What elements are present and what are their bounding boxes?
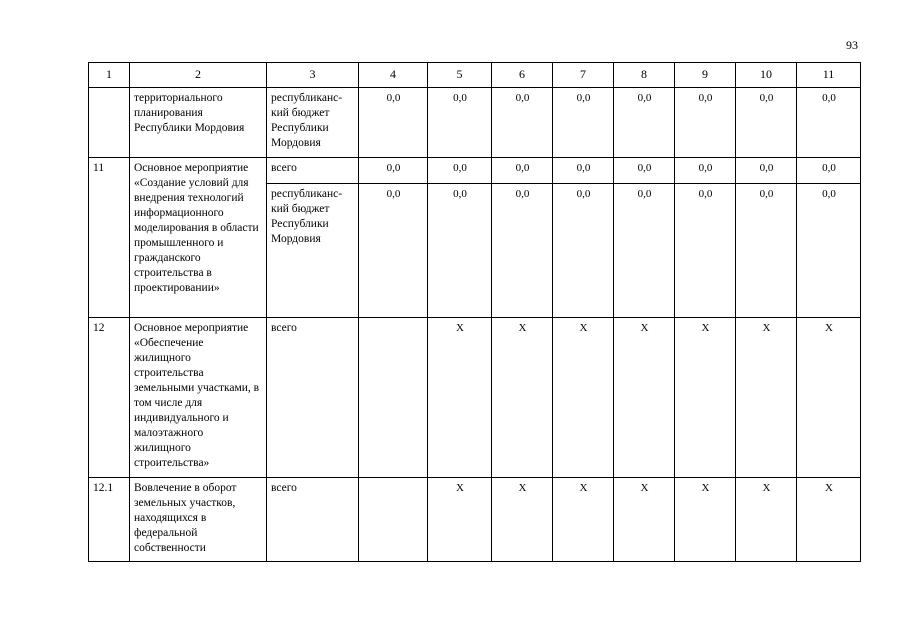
year-value: 0,0 xyxy=(492,184,553,318)
year-value: Х xyxy=(492,478,553,562)
year-value: Х xyxy=(428,318,492,478)
total-value xyxy=(359,478,428,562)
column-header: 9 xyxy=(675,63,736,88)
year-value: 0,0 xyxy=(736,158,797,184)
year-value: 0,0 xyxy=(736,184,797,318)
year-value: 0,0 xyxy=(797,88,861,158)
total-value: 0,0 xyxy=(359,158,428,184)
year-value: 0,0 xyxy=(428,184,492,318)
column-header: 4 xyxy=(359,63,428,88)
budget-table xyxy=(88,62,861,562)
column-header: 1 xyxy=(89,63,130,88)
year-value: Х xyxy=(736,478,797,562)
row-name: Основное мероприятие «Создание условий для внедрения технологий информационного моделирования в области промышленного и гражданского строительства в проектировании» xyxy=(130,158,267,318)
row-index: 11 xyxy=(89,158,130,318)
year-value: Х xyxy=(675,318,736,478)
column-header: 2 xyxy=(130,63,267,88)
year-value: 0,0 xyxy=(553,184,614,318)
year-value: 0,0 xyxy=(614,88,675,158)
row-name: Основное мероприятие «Обеспечение жилищного строительства земельными участками, в том числе для индивидуального и малоэтажного жилищного строительства» xyxy=(130,318,267,478)
column-header: 5 xyxy=(428,63,492,88)
table-row xyxy=(89,158,861,184)
year-value: 0,0 xyxy=(428,158,492,184)
year-value: 0,0 xyxy=(675,88,736,158)
funding-source: республиканс-кий бюджет Республики Мордовия xyxy=(267,88,359,158)
year-value: Х xyxy=(553,478,614,562)
funding-source: всего xyxy=(267,478,359,562)
funding-source: республиканс-кий бюджет Республики Мордовия xyxy=(267,184,359,318)
table-row xyxy=(89,478,861,562)
year-value: Х xyxy=(675,478,736,562)
column-header: 7 xyxy=(553,63,614,88)
column-header: 3 xyxy=(267,63,359,88)
year-value: Х xyxy=(736,318,797,478)
row-name: территориального планирования Республики Мордовия xyxy=(130,88,267,158)
total-value: 0,0 xyxy=(359,184,428,318)
year-value: 0,0 xyxy=(492,88,553,158)
column-header: 11 xyxy=(797,63,861,88)
year-value: 0,0 xyxy=(675,184,736,318)
year-value: 0,0 xyxy=(614,158,675,184)
year-value: 0,0 xyxy=(797,184,861,318)
column-header: 10 xyxy=(736,63,797,88)
year-value: Х xyxy=(797,318,861,478)
column-header: 6 xyxy=(492,63,553,88)
year-value: Х xyxy=(797,478,861,562)
row-index xyxy=(89,88,130,158)
column-header: 8 xyxy=(614,63,675,88)
year-value: 0,0 xyxy=(614,184,675,318)
funding-source: всего xyxy=(267,318,359,478)
year-value: Х xyxy=(428,478,492,562)
year-value: Х xyxy=(614,318,675,478)
row-name: Вовлечение в оборот земельных участков, находящихся в федеральной собственности xyxy=(130,478,267,562)
total-value xyxy=(359,318,428,478)
year-value: Х xyxy=(492,318,553,478)
row-index: 12.1 xyxy=(89,478,130,562)
year-value: 0,0 xyxy=(428,88,492,158)
funding-source: всего xyxy=(267,158,359,184)
header-row xyxy=(89,63,861,88)
year-value: 0,0 xyxy=(797,158,861,184)
table-row xyxy=(89,318,861,478)
year-value: 0,0 xyxy=(736,88,797,158)
year-value: 0,0 xyxy=(553,158,614,184)
year-value: 0,0 xyxy=(553,88,614,158)
total-value: 0,0 xyxy=(359,88,428,158)
year-value: 0,0 xyxy=(492,158,553,184)
table-row xyxy=(89,88,861,158)
row-index: 12 xyxy=(89,318,130,478)
year-value: Х xyxy=(553,318,614,478)
year-value: 0,0 xyxy=(675,158,736,184)
page-number: 93 xyxy=(846,38,858,52)
year-value: Х xyxy=(614,478,675,562)
